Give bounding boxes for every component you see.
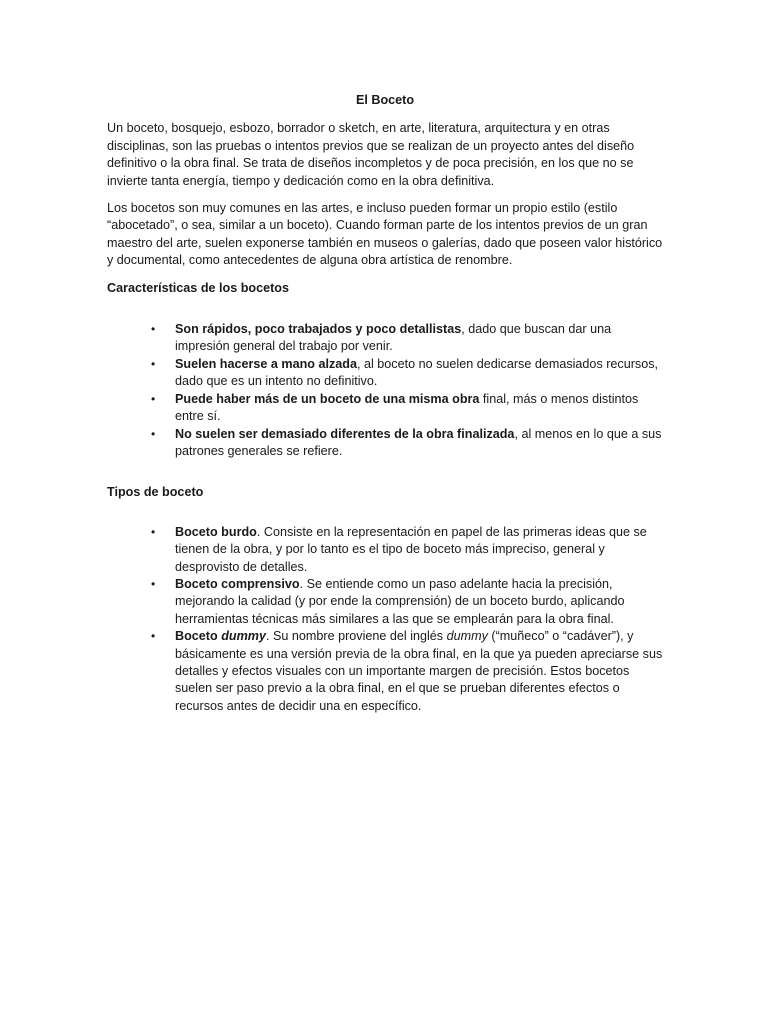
item-bold-text: No suelen ser demasiado diferentes de la obra finalizada: [175, 426, 515, 441]
bullet-icon: •: [151, 629, 156, 644]
item-text: . Su nombre proviene del inglés: [265, 629, 447, 644]
item-text: , al menos en lo que a sus patrones generales se refiere.: [175, 426, 662, 458]
item-bold-text: Boceto: [175, 629, 222, 644]
list-item: [107, 426, 663, 461]
document-body: [107, 92, 663, 715]
paragraph-1: Un boceto, bosquejo, esbozo, borrador o sketch, en arte, literatura, arquitectura y en otras disciplinas, son las pruebas o intentos previos que se realizan de un proyecto antes del diseño definitivo o la obra final. Se trata de diseños incompletos y de poca precisión, en los que no se invierte tanta energía, tiempo y dedicación como en la obra definitiva.: [107, 121, 635, 188]
bullet-icon: •: [151, 576, 156, 591]
item-text: final, más o menos distintos entre sí.: [175, 391, 639, 424]
item-bold-italic-text: dummy: [221, 629, 266, 644]
bullet-icon: •: [151, 391, 156, 406]
item-bold-text: Son rápidos, poco trabajados y poco detallistas: [175, 322, 462, 337]
item-italic-text: dummy: [446, 629, 488, 644]
item-bold-text: Puede haber más de un boceto de una misma obra: [175, 391, 480, 406]
section-heading-tipos: Tipos de boceto: [107, 485, 204, 500]
bullet-icon: •: [151, 322, 156, 337]
caracteristicas-list: [107, 321, 663, 460]
section-heading-caracteristicas: Características de los bocetos: [107, 280, 289, 295]
list-item: [107, 524, 663, 576]
item-bold-text: Suelen hacerse a mano alzada: [175, 356, 357, 371]
tipos-list: [107, 524, 663, 715]
list-item: [107, 321, 663, 356]
bullet-icon: •: [151, 524, 156, 539]
item-bold-text: Boceto comprensivo: [175, 576, 300, 591]
item-text: . Se entiende como un paso adelante hacia la precisión, mejorando la calidad (y por ende la comprensión) de un boceto burdo, aplicando herramientas técnicas más similares a las que se emplearán para la obra final.: [175, 576, 625, 626]
list-item: [107, 391, 663, 426]
item-text: (“muñeco” o “cadáver”), y básicamente es una versión previa de la obra final, en la que ya pueden apreciarse sus detalles y efectos visuales con un importante margen de precisión. Estos bocetos suelen ser paso previo a la obra final, en el que se prueban diferentes efectos o recursos antes de decidir una en específico.: [175, 629, 663, 713]
paragraph-2: Los bocetos son muy comunes en las artes, e incluso pueden formar un propio estilo (estilo “abocetado”, o sea, similar a un boceto). Cuando forman parte de los intentos previos de un gran maestro del arte, suelen exponerse también en museos o galerías, dado que poseen valor histórico y documental, como antecedentes de alguna obra artística de renombre.: [107, 201, 663, 268]
list-item: [107, 576, 663, 628]
bullet-icon: •: [151, 426, 156, 441]
item-text: , dado que buscan dar una impresión general del trabajo por venir.: [175, 322, 612, 354]
item-text: , al boceto no suelen dedicarse demasiados recursos, dado que es un intento no definitivo.: [175, 356, 659, 389]
item-text: . Consiste en la representación en papel de las primeras ideas que se tienen de la obra, y por lo tanto es el tipo de boceto más impreciso, general y desprovisto de detalles.: [175, 524, 647, 574]
bullet-icon: •: [151, 356, 156, 371]
item-bold-text: Boceto burdo: [175, 524, 257, 539]
document-title: El Boceto: [355, 93, 415, 107]
list-item: [107, 356, 663, 391]
list-item: [107, 628, 663, 715]
